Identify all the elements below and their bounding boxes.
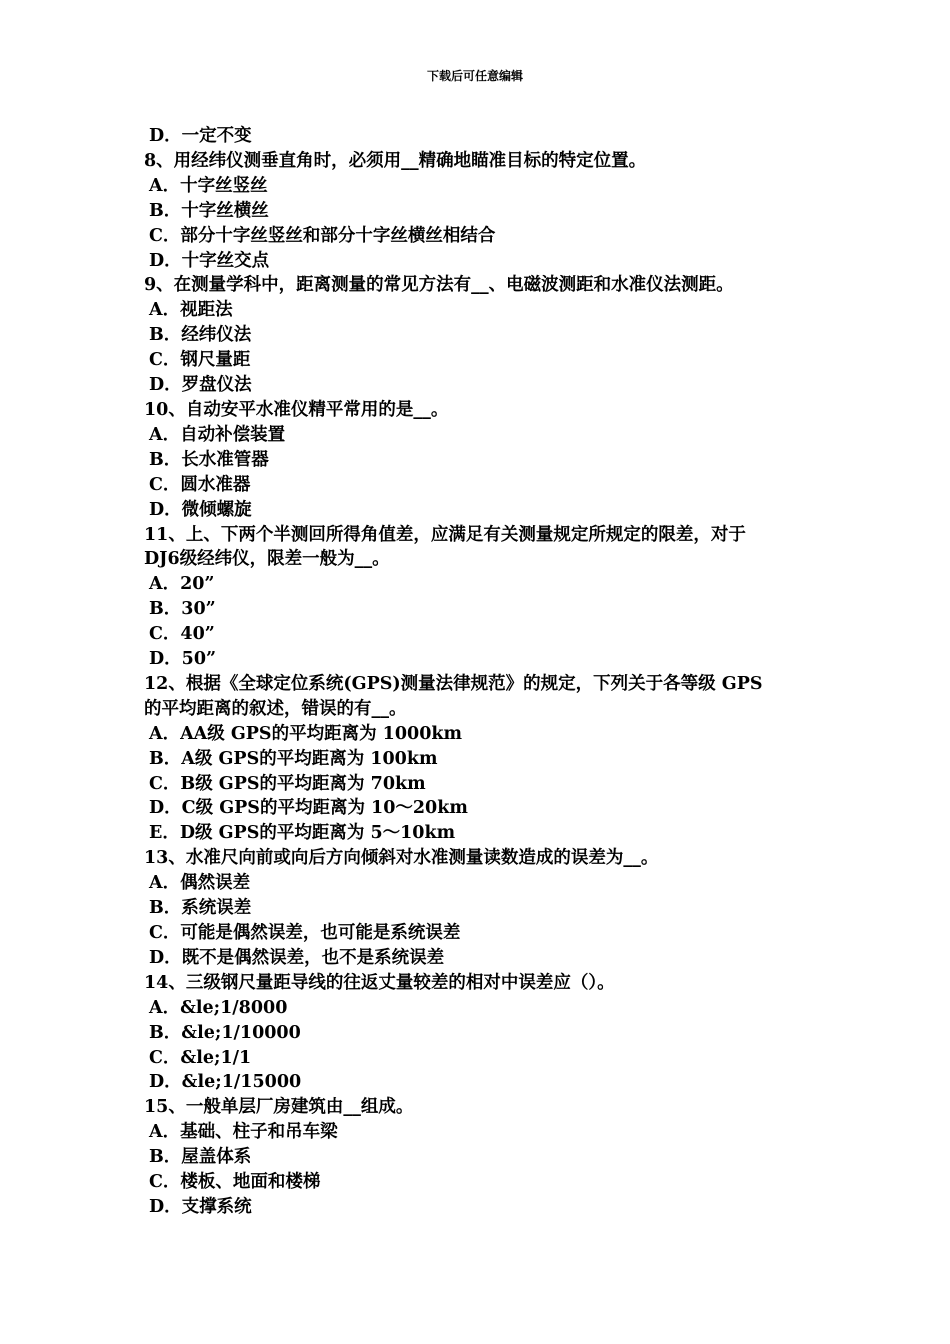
answer-option: D．微倾螺旋 bbox=[149, 499, 252, 520]
question-list bbox=[144, 124, 824, 1220]
question-text: 9、在测量学科中，距离测量的常见方法有__、电磁波测距和水准仪法测距。 bbox=[144, 275, 734, 296]
answer-option: C．&le;1/1 bbox=[149, 1047, 252, 1068]
answer-option: B．经纬仪法 bbox=[149, 325, 252, 346]
answer-option: D．&le;1/15000 bbox=[149, 1072, 302, 1093]
question-text: 10、自动安平水准仪精平常用的是__。 bbox=[144, 399, 449, 420]
answer-option: D．一定不变 bbox=[149, 126, 252, 146]
answer-option: C．40” bbox=[149, 624, 215, 645]
answer-option: B．A级 GPS的平均距离为 100km bbox=[149, 748, 438, 769]
question-text: 15、一般单层厂房建筑由__组成。 bbox=[144, 1097, 414, 1118]
page-header: 下载后可任意编辑 bbox=[426, 69, 523, 83]
answer-option: B．长水准管器 bbox=[149, 449, 269, 470]
question-text: 14、三级钢尺量距导线的往返丈量较差的相对中误差应（）。 bbox=[144, 972, 615, 993]
answer-option: A．十字丝竖丝 bbox=[149, 175, 268, 196]
answer-option: B．十字丝横丝 bbox=[149, 200, 269, 221]
question-text: 的平均距离的叙述，错误的有__。 bbox=[144, 698, 407, 719]
answer-option: D．支撑系统 bbox=[149, 1196, 252, 1217]
answer-option: D．既不是偶然误差，也不是系统误差 bbox=[149, 947, 445, 968]
answer-option: E．D级 GPS的平均距离为 5～10km bbox=[149, 823, 456, 844]
answer-option: D．罗盘仪法 bbox=[149, 375, 252, 396]
question-text: 12、根据《全球定位系统(GPS)测量法律规范》的规定，下列关于各等级 GPS bbox=[144, 673, 763, 694]
answer-option: D．C级 GPS的平均距离为 10～20km bbox=[149, 798, 468, 819]
answer-option: A．AA级 GPS的平均距离为 1000km bbox=[149, 723, 463, 744]
answer-option: C．楼板、地面和楼梯 bbox=[149, 1172, 321, 1193]
answer-option: B．系统误差 bbox=[149, 898, 252, 919]
answer-option: C．钢尺量距 bbox=[149, 350, 251, 371]
answer-option: C．可能是偶然误差，也可能是系统误差 bbox=[149, 923, 461, 943]
question-text: DJ6级经纬仪，限差一般为__。 bbox=[144, 549, 390, 570]
answer-option: A．&le;1/8000 bbox=[149, 997, 288, 1018]
answer-option: A．偶然误差 bbox=[149, 873, 251, 894]
answer-option: C．圆水准器 bbox=[149, 474, 251, 495]
answer-option: A．自动补偿装置 bbox=[149, 424, 286, 445]
answer-option: D．十字丝交点 bbox=[149, 250, 270, 271]
answer-option: C．B级 GPS的平均距离为 70km bbox=[149, 773, 426, 794]
question-text: 13、水准尺向前或向后方向倾斜对水准测量读数造成的误差为__。 bbox=[144, 848, 659, 869]
answer-option: B．30” bbox=[149, 599, 216, 620]
answer-option: C．部分十字丝竖丝和部分十字丝横丝相结合 bbox=[149, 225, 496, 246]
answer-option: B．&le;1/10000 bbox=[149, 1022, 301, 1043]
answer-option: D．50” bbox=[149, 649, 217, 670]
question-text: 11、上、下两个半测回所得角值差，应满足有关测量规定所规定的限差，对于 bbox=[144, 524, 746, 545]
answer-option: A．基础、柱子和吊车梁 bbox=[149, 1122, 338, 1143]
answer-option: A．20” bbox=[149, 574, 215, 595]
answer-option: A．视距法 bbox=[149, 300, 233, 321]
question-text: 8、用经纬仪测垂直角时，必须用__精确地瞄准目标的特定位置。 bbox=[144, 150, 647, 171]
answer-option: B．屋盖体系 bbox=[149, 1147, 252, 1168]
